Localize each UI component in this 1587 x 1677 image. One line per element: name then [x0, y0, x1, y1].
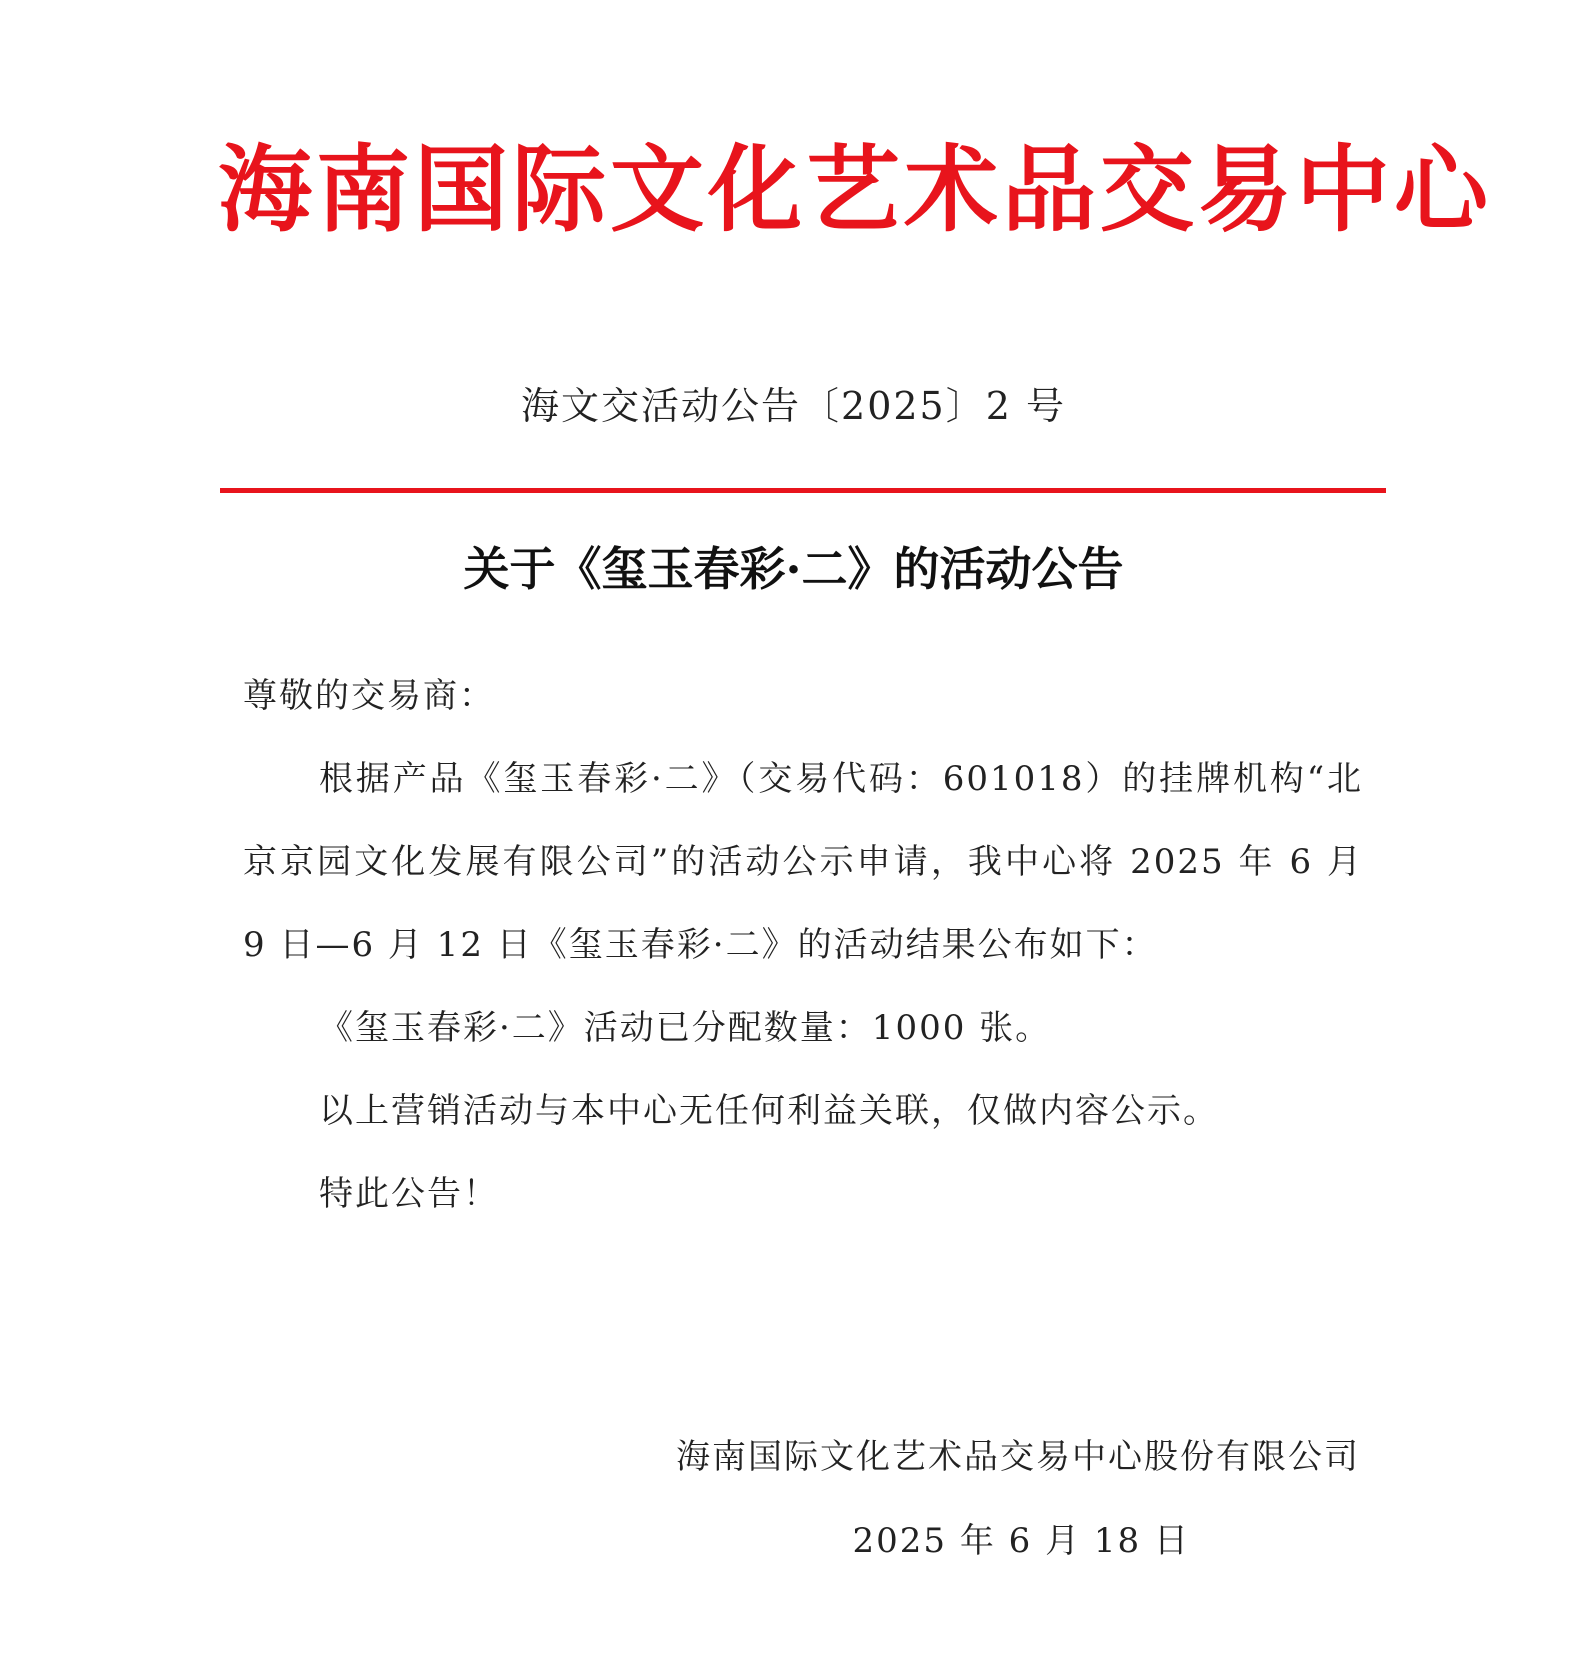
red-divider-rule — [220, 488, 1386, 493]
allocated-quantity-line: 《玺玉春彩·二》活动已分配数量：1000 张。 — [319, 1008, 1052, 1048]
issuing-company: 海南国际文化艺术品交易中心股份有限公司 — [676, 1437, 1360, 1477]
issue-date: 2025 年 6 月 18 日 — [852, 1521, 1190, 1561]
salutation: 尊敬的交易商： — [243, 676, 495, 716]
disclaimer-paragraph: 以上营销活动与本中心无任何利益关联，仅做内容公示。 — [319, 1091, 1219, 1131]
document-number: 海文交活动公告〔2025〕2 号 — [521, 384, 1066, 428]
announcement-title: 关于《玺玉春彩·二》的活动公告 — [463, 542, 1124, 596]
main-paragraph: 根据产品《玺玉春彩·二》（交易代码：601018）的挂牌机构“北京京园文化发展有限公司”的活动公示申请，我中心将 2025 年 6 月 9 日—6 月 12 日《玺玉春彩·二》的活动结果公布如下： — [243, 759, 1363, 965]
signature-block — [600, 1415, 1360, 1583]
announcement-body — [243, 655, 1363, 1236]
organization-header: 海南国际文化艺术品交易中心 — [218, 135, 1493, 245]
closing-remark: 特此公告！ — [319, 1174, 499, 1214]
